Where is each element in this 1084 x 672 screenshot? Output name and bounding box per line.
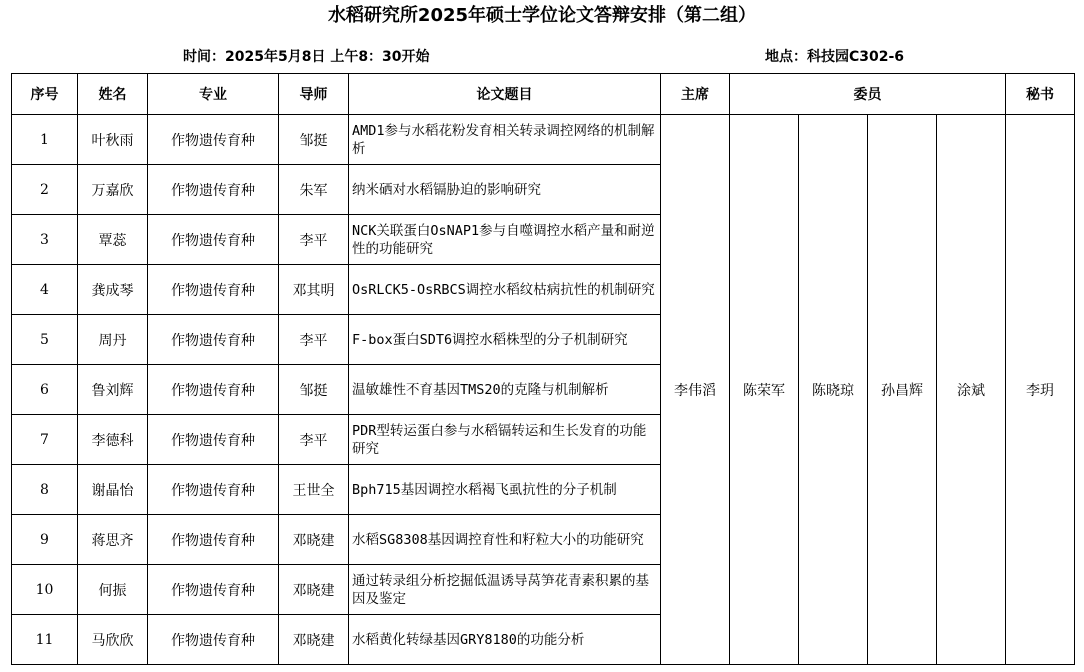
defense-location: 地点：科技园C302-6: [765, 49, 905, 65]
cell-name: 马欣欣: [78, 615, 148, 665]
cell-no: 11: [12, 615, 78, 665]
cell-major: 作物遗传育种: [148, 265, 279, 315]
page-title: 水稻研究所2025年硕士学位论文答辩安排（第二组）: [327, 5, 757, 26]
cell-name: 谢晶怡: [78, 465, 148, 515]
cell-topic: [349, 565, 661, 615]
cell-topic-text: OsRLCK5-OsRBCS调控水稻纹枯病抗性的机制研究: [352, 281, 655, 298]
cell-topic: [349, 465, 661, 515]
header-topic: 论文题目: [349, 74, 661, 115]
cell-name: 何振: [78, 565, 148, 615]
cell-topic: [349, 415, 661, 465]
cell-no: 2: [12, 165, 78, 215]
schedule-table: [11, 73, 1075, 665]
cell-advisor: 邓晓建: [279, 515, 349, 565]
cell-topic: [349, 265, 661, 315]
committee-chair: 李伟滔: [661, 115, 730, 665]
header-chair: 主席: [661, 74, 730, 115]
cell-topic-text: 通过转录组分析挖掘低温诱导莴笋花青素积累的基因及鉴定: [352, 572, 649, 607]
cell-major: 作物遗传育种: [148, 415, 279, 465]
cell-major: 作物遗传育种: [148, 365, 279, 415]
cell-name: 鲁刘辉: [78, 365, 148, 415]
cell-topic: [349, 165, 661, 215]
cell-no: 5: [12, 315, 78, 365]
cell-advisor: 邓晓建: [279, 565, 349, 615]
cell-topic-text: Bph715基因调控水稻褐飞虱抗性的分子机制: [352, 481, 617, 498]
cell-no: 8: [12, 465, 78, 515]
cell-topic-text: 水稻黄化转绿基因GRY8180的功能分析: [352, 631, 585, 648]
committee-member: 涂斌: [937, 115, 1006, 665]
cell-topic: [349, 615, 661, 665]
cell-advisor: 邓晓建: [279, 615, 349, 665]
cell-advisor: 邹挺: [279, 115, 349, 165]
cell-topic: [349, 515, 661, 565]
cell-advisor: 朱军: [279, 165, 349, 215]
cell-topic-text: AMD1参与水稻花粉发育相关转录调控网络的机制解析: [352, 122, 655, 157]
cell-topic-text: 温敏雄性不育基因TMS20的克隆与机制解析: [352, 381, 609, 398]
header-no: 序号: [12, 74, 78, 115]
header-advisor: 导师: [279, 74, 349, 115]
defense-time: 时间：2025年5月8日 上午8：30开始: [183, 49, 430, 65]
header-name: 姓名: [78, 74, 148, 115]
cell-no: 3: [12, 215, 78, 265]
cell-advisor: 邹挺: [279, 365, 349, 415]
cell-name: 李德科: [78, 415, 148, 465]
cell-topic: [349, 315, 661, 365]
header-major: 专业: [148, 74, 279, 115]
cell-advisor: 邓其明: [279, 265, 349, 315]
committee-secretary: 李玥: [1006, 115, 1075, 665]
cell-name: 龚成琴: [78, 265, 148, 315]
cell-major: 作物遗传育种: [148, 315, 279, 365]
table-row: [12, 115, 1075, 165]
cell-advisor: 王世全: [279, 465, 349, 515]
cell-topic: [349, 115, 661, 165]
cell-no: 7: [12, 415, 78, 465]
cell-major: 作物遗传育种: [148, 165, 279, 215]
cell-name: 周丹: [78, 315, 148, 365]
cell-no: 9: [12, 515, 78, 565]
cell-topic-text: 纳米硒对水稻镉胁迫的影响研究: [352, 181, 541, 198]
cell-advisor: 李平: [279, 315, 349, 365]
cell-major: 作物遗传育种: [148, 515, 279, 565]
cell-no: 10: [12, 565, 78, 615]
cell-no: 4: [12, 265, 78, 315]
committee-member: 陈晓琼: [799, 115, 868, 665]
cell-name: 万嘉欣: [78, 165, 148, 215]
cell-topic: [349, 215, 661, 265]
cell-topic-text: F-box蛋白SDT6调控水稻株型的分子机制研究: [352, 331, 628, 348]
cell-major: 作物遗传育种: [148, 565, 279, 615]
header-members: 委员: [730, 74, 1006, 115]
cell-topic-text: NCK关联蛋白OsNAP1参与自噬调控水稻产量和耐逆性的功能研究: [352, 222, 655, 257]
cell-name: 叶秋雨: [78, 115, 148, 165]
committee-member: 陈荣军: [730, 115, 799, 665]
cell-major: 作物遗传育种: [148, 465, 279, 515]
committee-member: 孙昌辉: [868, 115, 937, 665]
cell-no: 1: [12, 115, 78, 165]
cell-topic-text: PDR型转运蛋白参与水稻镉转运和生长发育的功能研究: [352, 422, 647, 457]
cell-topic-text: 水稻SG8308基因调控育性和籽粒大小的功能研究: [352, 531, 644, 548]
cell-major: 作物遗传育种: [148, 115, 279, 165]
cell-major: 作物遗传育种: [148, 215, 279, 265]
cell-advisor: 李平: [279, 415, 349, 465]
header-row: [12, 74, 1075, 115]
cell-advisor: 李平: [279, 215, 349, 265]
cell-name: 覃蕊: [78, 215, 148, 265]
cell-topic: [349, 365, 661, 415]
header-secretary: 秘书: [1006, 74, 1075, 115]
cell-name: 蒋思齐: [78, 515, 148, 565]
cell-no: 6: [12, 365, 78, 415]
cell-major: 作物遗传育种: [148, 615, 279, 665]
